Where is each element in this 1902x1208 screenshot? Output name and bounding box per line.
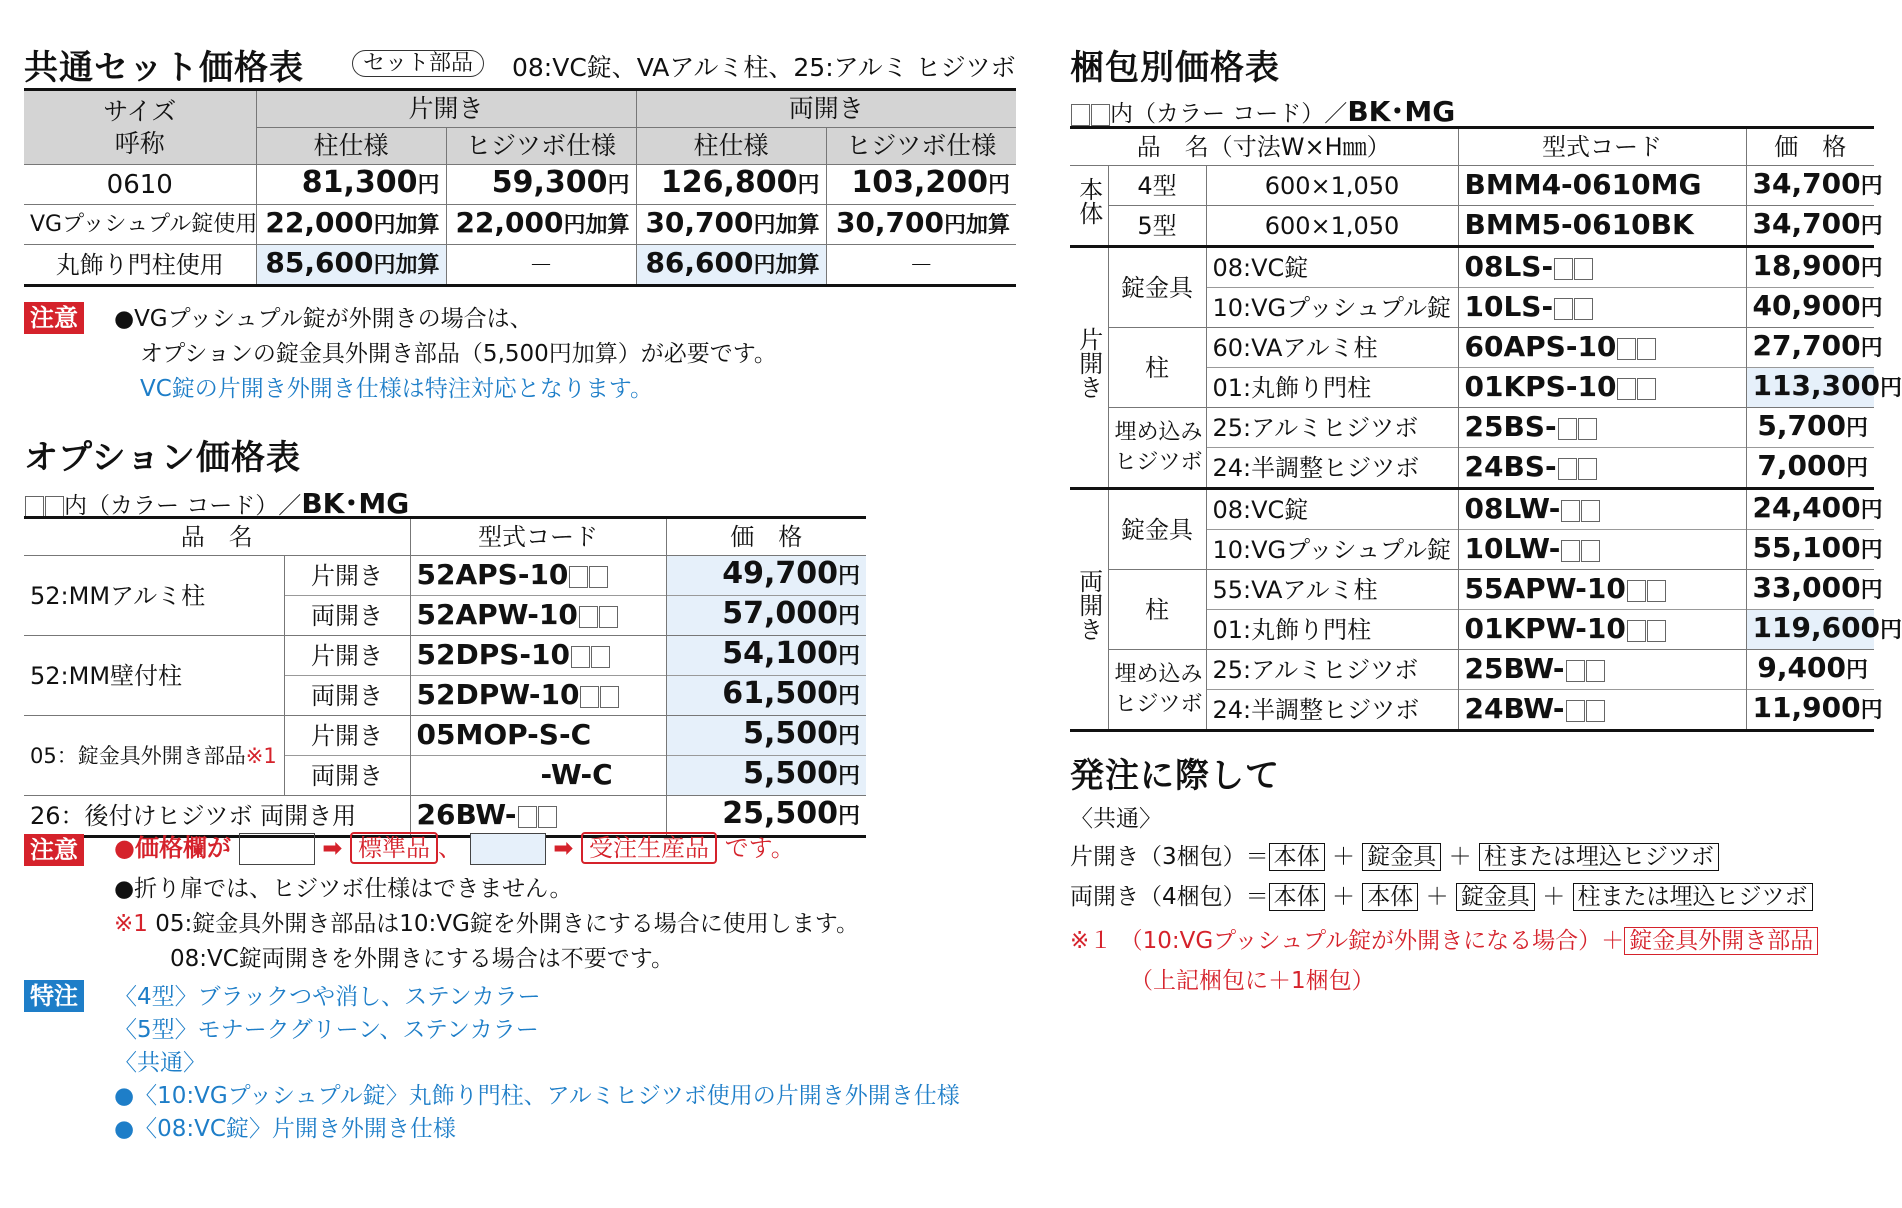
code-cell: 26BW-: [410, 796, 666, 837]
price-cell: 103,200円: [826, 165, 1016, 205]
single-group-label: 片開き: [1070, 247, 1108, 489]
code-cell: 52DPS-10: [410, 636, 666, 676]
order-note2: （上記梱包に＋1梱包）: [1130, 968, 1375, 994]
pack-table: [1070, 126, 1902, 732]
note-line: VC錠の片開き外開き仕様は特注対応となります。: [140, 376, 653, 402]
order-note: ※１ （10:VGプッシュプル錠が外開きになる場合）＋ 錠金具外開き部品: [1070, 922, 1818, 955]
double-header: 両開き: [636, 90, 1016, 128]
note-tag: 注意: [24, 830, 84, 865]
note-line: 08:VC錠両開きを外開きにする場合は不要です。: [170, 946, 674, 972]
price-cell: 34,700円: [1746, 166, 1874, 206]
part-name: 55:VAアルミ柱: [1206, 570, 1458, 610]
code-cell: 01KPW-10: [1458, 610, 1746, 650]
table-row: [1070, 489, 1874, 530]
code-header: 型式コード: [1458, 128, 1746, 166]
code-cell: BMM5-0610BK: [1458, 206, 1746, 247]
price-cell: 86,600円加算: [636, 245, 826, 286]
arrow-icon: ➡: [553, 834, 574, 862]
body-type: 4型: [1108, 166, 1206, 206]
option-group: 52:MM壁付柱: [24, 636, 284, 716]
special-line: ●〈08:VC錠〉片開き外開き仕様: [114, 1116, 456, 1142]
code-cell: 55APW-10: [1458, 570, 1746, 610]
price-cell: 7,000円: [1746, 448, 1874, 489]
option-group: 26：後付けヒジツボ 両開き用: [30, 801, 357, 830]
code-cell: 25BS-: [1458, 408, 1746, 448]
special-line: 〈5型〉モナークグリーン、ステンカラー: [114, 1017, 539, 1043]
code-cell: 25BW-: [1458, 650, 1746, 690]
price-cell: 34,700円: [1746, 206, 1874, 247]
body-group-label: 本体: [1070, 166, 1108, 247]
code-cell: 10LS-: [1458, 288, 1746, 328]
set-price-title: 共通セット価格表: [24, 48, 304, 88]
price-cell: 22,000円加算: [446, 205, 636, 245]
opening-type: 両開き: [284, 676, 410, 716]
price-cell: 11,900円: [1746, 690, 1874, 731]
category-pillar: 柱: [1108, 328, 1206, 408]
double-pillar-header: 柱仕様: [636, 128, 826, 165]
double-group-label: 両開き: [1070, 489, 1108, 731]
row-label: 0610: [106, 169, 173, 200]
category-hinge: 埋め込み ヒジツボ: [1108, 408, 1206, 489]
note-tag: 注意: [24, 298, 84, 333]
table-row: [1070, 328, 1874, 368]
table-row: [24, 245, 1016, 286]
code-cell: 08LW-: [1458, 489, 1746, 530]
price-cell: 5,700円: [1746, 408, 1874, 448]
opening-type: 片開き: [284, 636, 410, 676]
option-price-title: オプション価格表: [24, 438, 301, 478]
price-cell: 22,000円加算: [256, 205, 446, 245]
code-cell: 52DPW-10: [410, 676, 666, 716]
name-header: 品 名（寸法W×H㎜）: [1136, 133, 1391, 161]
opening-type: 両開き: [284, 756, 410, 796]
part-name: 60:VAアルミ柱: [1206, 328, 1458, 368]
price-cell: 61,500円: [666, 676, 866, 716]
body-type: 5型: [1108, 206, 1206, 247]
option-group: 05：錠金具外開き部品※1: [24, 716, 284, 796]
order-single-formula: 片開き（3梱包）＝ 本体 ＋ 錠金具 ＋ 柱または埋込ヒジツボ: [1070, 838, 1719, 871]
part-name: 01:丸飾り門柱: [1206, 610, 1458, 650]
price-cell: 54,100円: [666, 636, 866, 676]
opening-type: 両開き: [284, 596, 410, 636]
special-line: ●〈10:VGプッシュプル錠〉丸飾り門柱、アルミヒジツボ使用の片開き外開き仕様: [114, 1083, 960, 1109]
special-line: 〈共通〉: [114, 1050, 206, 1076]
size-header: サイズ 呼称: [24, 90, 256, 165]
price-cell: 9,400円: [1746, 650, 1874, 690]
price-cell: 24,400円: [1746, 489, 1874, 530]
double-hinge-header: ヒジツボ仕様: [826, 128, 1016, 165]
table-row: [1070, 570, 1874, 610]
special-line: 〈4型〉ブラックつや消し、ステンカラー: [114, 984, 541, 1010]
order-title: 発注に際して: [1070, 756, 1280, 796]
table-row: [1070, 166, 1874, 206]
set-price-subtitle: 08:VC錠、VAアルミ柱、25:アルミ ヒジツボ: [512, 53, 1016, 82]
dash-cell: －: [826, 245, 1016, 286]
color-code-note: 内（カラー コード）／BK･MG: [1070, 90, 1455, 130]
part-name: 24:半調整ヒジツボ: [1206, 448, 1458, 489]
price-cell: 40,900円: [1746, 288, 1874, 328]
price-cell: 5,500円: [666, 716, 866, 756]
price-cell: 59,300円: [446, 165, 636, 205]
category-pillar: 柱: [1108, 570, 1206, 650]
part-name: 08:VC錠: [1206, 489, 1458, 530]
part-name: 10:VGプッシュプル錠: [1206, 530, 1458, 570]
part-name: 08:VC錠: [1206, 247, 1458, 288]
code-cell: -W-C: [410, 756, 666, 796]
row-label: VGプッシュプル錠使用: [30, 211, 258, 237]
table-row: [1070, 650, 1874, 690]
code-cell: 08LS-: [1458, 247, 1746, 288]
opening-type: 片開き: [284, 556, 410, 596]
part-name: 10:VGプッシュプル錠: [1206, 288, 1458, 328]
opening-type: 片開き: [284, 716, 410, 756]
table-row: [1070, 408, 1874, 448]
price-header: 価 格: [1746, 128, 1874, 166]
price-cell: 49,700円: [666, 556, 866, 596]
order-double-formula: 両開き（4梱包）＝ 本体 ＋ 本体 ＋ 錠金具 ＋ 柱または埋込ヒジツボ: [1070, 878, 1813, 911]
set-parts-pill: セット部品: [352, 46, 484, 77]
table-row: [1070, 206, 1874, 247]
note-line: ※1 05:錠金具外開き部品は10:VG錠を外開きにする場合に使用します。: [114, 911, 859, 937]
option-group: 52:MMアルミ柱: [24, 556, 284, 636]
name-header: 品 名: [180, 523, 253, 551]
single-header: 片開き: [256, 90, 636, 128]
price-cell: 33,000円: [1746, 570, 1874, 610]
code-cell: 24BW-: [1458, 690, 1746, 731]
price-cell: 55,100円: [1746, 530, 1874, 570]
color-code-note: 内（カラー コード）／BK･MG: [24, 482, 409, 522]
row-label: 丸飾り門柱使用: [55, 250, 224, 279]
price-cell: 119,600円: [1746, 610, 1874, 650]
table-row: [24, 636, 866, 676]
table-row: [24, 716, 866, 756]
body-size: 600×1,050: [1206, 166, 1458, 206]
code-cell: 52APW-10: [410, 596, 666, 636]
price-cell: 57,000円: [666, 596, 866, 636]
note-line: ●VGプッシュプル錠が外開きの場合は、: [114, 306, 533, 332]
price-cell: 18,900円: [1746, 247, 1874, 288]
part-name: 25:アルミヒジツボ: [1206, 650, 1458, 690]
part-name: 25:アルミヒジツボ: [1206, 408, 1458, 448]
single-hinge-header: ヒジツボ仕様: [446, 128, 636, 165]
note-line: オプションの錠金具外開き部品（5,500円加算）が必要です。: [140, 341, 777, 367]
price-cell: 27,700円: [1746, 328, 1874, 368]
category-lock: 錠金具: [1108, 489, 1206, 570]
code-cell: 05MOP-S-C: [410, 716, 666, 756]
made-to-order-swatch: [470, 833, 546, 865]
code-cell: 60APS-10: [1458, 328, 1746, 368]
price-cell: 85,600円加算: [256, 245, 446, 286]
note-line: ●折り扉では、ヒジツボ仕様はできません。: [114, 876, 573, 902]
order-common: 〈共通〉: [1070, 806, 1162, 832]
price-cell: 113,300円: [1746, 368, 1874, 408]
price-header: 価 格: [666, 518, 866, 556]
code-header: 型式コード: [410, 518, 666, 556]
standard-swatch: [239, 833, 315, 865]
table-row: [24, 205, 1016, 245]
code-cell: 01KPS-10: [1458, 368, 1746, 408]
dash-cell: －: [446, 245, 636, 286]
price-cell: 25,500円: [666, 796, 866, 837]
arrow-icon: ➡: [322, 834, 343, 862]
pack-price-title: 梱包別価格表: [1070, 48, 1280, 88]
code-cell: BMM4-0610MG: [1458, 166, 1746, 206]
price-cell: 30,700円加算: [636, 205, 826, 245]
category-lock: 錠金具: [1108, 247, 1206, 328]
code-cell: 10LW-: [1458, 530, 1746, 570]
set-price-table: [24, 88, 1016, 287]
part-name: 01:丸飾り門柱: [1206, 368, 1458, 408]
legend-line: ●価格欄が ➡ 標準品 、 ➡ 受注生産品 です。: [114, 828, 795, 865]
code-cell: 52APS-10: [410, 556, 666, 596]
table-row: [24, 556, 866, 596]
price-cell: 30,700円加算: [826, 205, 1016, 245]
price-cell: 5,500円: [666, 756, 866, 796]
table-row: [24, 165, 1016, 205]
part-name: 24:半調整ヒジツボ: [1206, 690, 1458, 731]
code-cell: 24BS-: [1458, 448, 1746, 489]
price-cell: 126,800円: [636, 165, 826, 205]
single-pillar-header: 柱仕様: [256, 128, 446, 165]
option-table: [24, 516, 866, 838]
price-cell: 81,300円: [256, 165, 446, 205]
body-size: 600×1,050: [1206, 206, 1458, 247]
special-tag: 特注: [24, 976, 84, 1011]
category-hinge: 埋め込み ヒジツボ: [1108, 650, 1206, 731]
table-row: [1070, 247, 1874, 288]
